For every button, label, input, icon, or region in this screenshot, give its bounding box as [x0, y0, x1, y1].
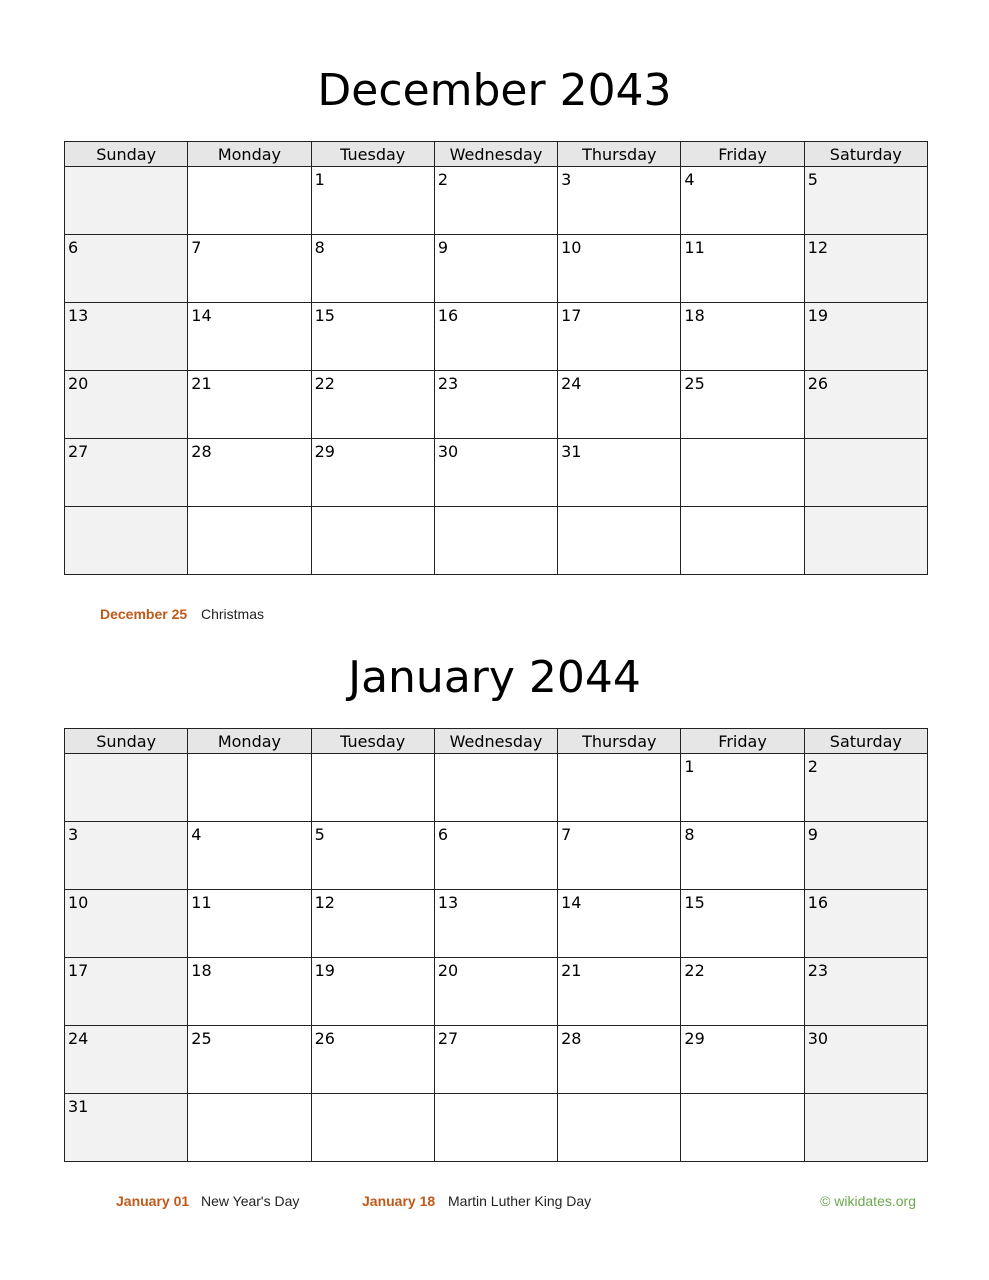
week-row	[65, 507, 928, 575]
weekday-header-wednesday: Wednesday	[434, 142, 557, 167]
day-cell: 1	[681, 754, 804, 822]
day-cell	[558, 754, 681, 822]
day-cell	[804, 1094, 927, 1162]
day-cell	[188, 507, 311, 575]
day-cell: 29	[681, 1026, 804, 1094]
day-cell	[804, 507, 927, 575]
day-cell: 20	[65, 371, 188, 439]
day-cell: 7	[558, 822, 681, 890]
day-cell	[188, 754, 311, 822]
day-cell: 26	[311, 1026, 434, 1094]
day-cell: 31	[558, 439, 681, 507]
day-cell	[681, 507, 804, 575]
holiday-date: January 01	[116, 1193, 190, 1209]
weekday-header-row	[65, 729, 928, 754]
weekday-header-saturday: Saturday	[804, 729, 927, 754]
day-cell: 24	[65, 1026, 188, 1094]
day-cell: 15	[311, 303, 434, 371]
weekday-header-monday: Monday	[188, 142, 311, 167]
weekday-header-tuesday: Tuesday	[311, 142, 434, 167]
day-cell: 16	[434, 303, 557, 371]
day-cell: 4	[681, 167, 804, 235]
day-cell: 11	[681, 235, 804, 303]
day-cell: 11	[188, 890, 311, 958]
day-cell: 31	[65, 1094, 188, 1162]
day-cell: 30	[804, 1026, 927, 1094]
day-cell: 8	[311, 235, 434, 303]
weekday-header-thursday: Thursday	[558, 729, 681, 754]
day-cell: 10	[65, 890, 188, 958]
day-cell: 9	[434, 235, 557, 303]
day-cell	[188, 1094, 311, 1162]
day-cell	[65, 507, 188, 575]
day-cell: 25	[188, 1026, 311, 1094]
credit-link[interactable]: © wikidates.org	[820, 1193, 916, 1209]
day-cell: 6	[65, 235, 188, 303]
day-cell: 18	[681, 303, 804, 371]
day-cell	[434, 507, 557, 575]
day-cell: 6	[434, 822, 557, 890]
weekday-header-tuesday: Tuesday	[311, 729, 434, 754]
week-row	[65, 1026, 928, 1094]
weekday-header-friday: Friday	[681, 729, 804, 754]
day-cell	[681, 439, 804, 507]
day-cell: 19	[311, 958, 434, 1026]
day-cell: 21	[188, 371, 311, 439]
day-cell	[434, 1094, 557, 1162]
day-cell: 21	[558, 958, 681, 1026]
day-cell: 2	[434, 167, 557, 235]
calendar-grid-january	[64, 728, 928, 1162]
day-cell: 20	[434, 958, 557, 1026]
day-cell: 19	[804, 303, 927, 371]
day-cell: 24	[558, 371, 681, 439]
day-cell: 27	[65, 439, 188, 507]
weekday-header-row	[65, 142, 928, 167]
day-cell: 4	[188, 822, 311, 890]
week-row	[65, 754, 928, 822]
month-title-january: January 2044	[348, 652, 641, 703]
day-cell: 18	[188, 958, 311, 1026]
week-row	[65, 439, 928, 507]
day-cell: 9	[804, 822, 927, 890]
holiday-name: Martin Luther King Day	[448, 1193, 592, 1209]
day-cell: 3	[558, 167, 681, 235]
day-cell	[188, 167, 311, 235]
day-cell	[804, 439, 927, 507]
week-row	[65, 303, 928, 371]
holiday-name: Christmas	[201, 606, 265, 622]
weekday-header-thursday: Thursday	[558, 142, 681, 167]
day-cell: 27	[434, 1026, 557, 1094]
day-cell: 13	[434, 890, 557, 958]
day-cell: 7	[188, 235, 311, 303]
day-cell: 17	[558, 303, 681, 371]
day-cell: 25	[681, 371, 804, 439]
day-cell: 22	[311, 371, 434, 439]
day-cell: 26	[804, 371, 927, 439]
week-row	[65, 167, 928, 235]
week-row	[65, 235, 928, 303]
week-row	[65, 958, 928, 1026]
month-title-december: December 2043	[317, 65, 672, 116]
day-cell: 23	[434, 371, 557, 439]
day-cell	[681, 1094, 804, 1162]
day-cell: 23	[804, 958, 927, 1026]
day-cell: 14	[558, 890, 681, 958]
holiday-name: New Year's Day	[201, 1193, 300, 1209]
day-cell: 5	[311, 822, 434, 890]
day-cell	[311, 754, 434, 822]
day-cell: 28	[188, 439, 311, 507]
weekday-header-sunday: Sunday	[65, 729, 188, 754]
week-row	[65, 1094, 928, 1162]
day-cell	[311, 507, 434, 575]
weekday-header-friday: Friday	[681, 142, 804, 167]
day-cell: 16	[804, 890, 927, 958]
day-cell: 8	[681, 822, 804, 890]
weekday-header-sunday: Sunday	[65, 142, 188, 167]
day-cell	[558, 1094, 681, 1162]
day-cell: 3	[65, 822, 188, 890]
weekday-header-wednesday: Wednesday	[434, 729, 557, 754]
day-cell: 1	[311, 167, 434, 235]
holiday-date: January 18	[362, 1193, 436, 1209]
weekday-header-saturday: Saturday	[804, 142, 927, 167]
day-cell	[311, 1094, 434, 1162]
day-cell: 28	[558, 1026, 681, 1094]
day-cell: 15	[681, 890, 804, 958]
day-cell: 12	[804, 235, 927, 303]
weekday-header-monday: Monday	[188, 729, 311, 754]
holiday-list-december	[0, 606, 989, 626]
day-cell: 2	[804, 754, 927, 822]
day-cell: 22	[681, 958, 804, 1026]
day-cell	[65, 754, 188, 822]
day-cell: 13	[65, 303, 188, 371]
calendar-grid-december	[64, 141, 928, 575]
day-cell: 30	[434, 439, 557, 507]
day-cell	[65, 167, 188, 235]
day-cell: 17	[65, 958, 188, 1026]
day-cell: 12	[311, 890, 434, 958]
week-row	[65, 371, 928, 439]
day-cell	[558, 507, 681, 575]
week-row	[65, 890, 928, 958]
day-cell: 10	[558, 235, 681, 303]
day-cell	[434, 754, 557, 822]
holiday-date: December 25	[100, 606, 188, 622]
day-cell: 14	[188, 303, 311, 371]
week-row	[65, 822, 928, 890]
day-cell: 5	[804, 167, 927, 235]
day-cell: 29	[311, 439, 434, 507]
